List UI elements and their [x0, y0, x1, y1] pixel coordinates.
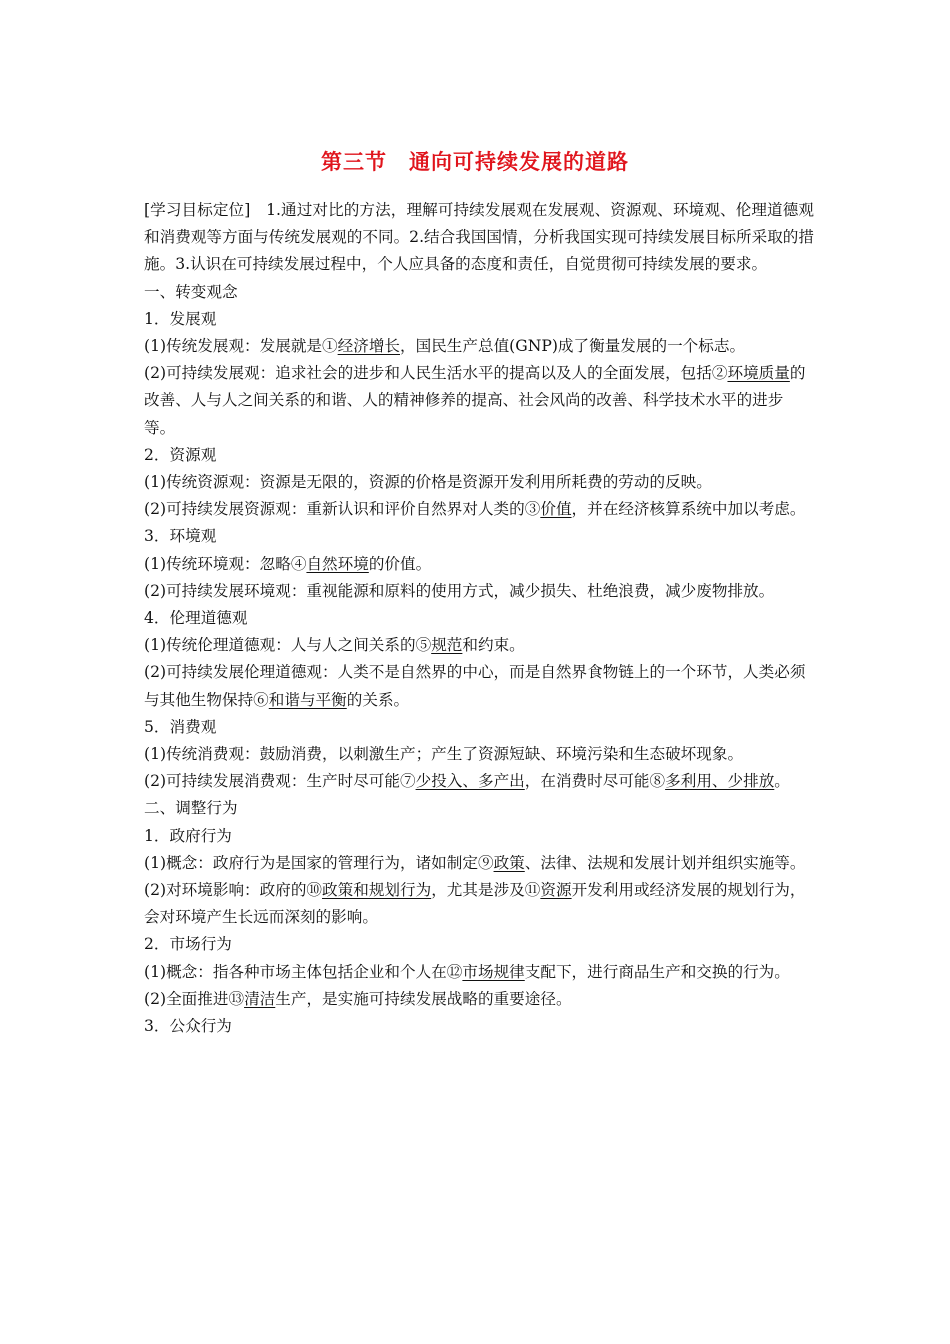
text-segment: ，国民生产总值(GNP)成了衡量发展的一个标志。: [400, 337, 746, 356]
text-line: [144, 768, 814, 795]
text-segment: (1)传统资源观：资源是无限的，资源的价格是资源开发利用所耗费的劳动的反映。: [144, 473, 712, 492]
text-line: [144, 605, 814, 632]
text-line: [144, 795, 814, 822]
text-segment: (1)传统伦理道德观：人与人之间关系的⑤: [144, 636, 432, 655]
answer-blank: 清洁: [244, 989, 276, 1008]
text-segment: 生产，是实施可持续发展战略的重要途径。: [275, 989, 572, 1008]
text-line: [144, 1013, 814, 1040]
text-segment: (2)对环境影响：政府的⑩: [144, 881, 323, 900]
text-segment: 5．消费观: [144, 717, 217, 736]
text-segment: 二、调整行为: [144, 799, 238, 818]
text-line: [144, 551, 814, 578]
text-segment: 的价值。: [368, 554, 432, 573]
answer-blank: 政策: [493, 853, 525, 872]
text-line: [144, 931, 814, 958]
text-line: [144, 741, 814, 768]
text-segment: (1)概念：政府行为是国家的管理行为，诸如制定⑨: [144, 853, 494, 872]
answer-blank: 市场规律: [462, 962, 525, 981]
page-title: 第三节 通向可持续发展的道路: [321, 150, 629, 174]
answer-blank: 多利用、少排放: [665, 772, 775, 791]
text-line: [144, 823, 814, 850]
text-segment: 2．市场行为: [144, 935, 232, 954]
answer-blank: 环境质量: [727, 364, 790, 383]
text-segment: 4．伦理道德观: [144, 609, 248, 628]
text-segment: (2)可持续发展观：追求社会的进步和人民生活水平的提高以及人的全面发展，包括②: [144, 364, 728, 383]
text-segment: (2)可持续发展资源观：重新认识和评价自然界对人类的③: [144, 500, 541, 519]
text-segment: 的改善、人与人之间关系的和谐、人的精神修养的提高、社会风尚的改善、科学技术水平的进步等。: [144, 364, 806, 437]
text-line: [144, 714, 814, 741]
text-line: [144, 959, 814, 986]
text-segment: 3．环境观: [144, 527, 217, 546]
text-segment: ，并在经济核算系统中加以考虑。: [571, 500, 806, 519]
text-line: [144, 523, 814, 550]
text-segment: (1)概念：指各种市场主体包括企业和个人在⑫: [144, 962, 463, 981]
text-line: [144, 578, 814, 605]
text-line: [144, 360, 814, 442]
answer-blank: 和谐与平衡: [268, 690, 347, 709]
answer-blank: 资源: [540, 881, 572, 900]
text-segment: (2)全面推进⑬: [144, 989, 245, 1008]
text-line: [144, 496, 814, 523]
text-line: [144, 877, 814, 931]
text-segment: 一、转变观念: [144, 282, 238, 301]
answer-blank: 经济增长: [337, 337, 401, 356]
answer-blank: 少投入、多产出: [415, 772, 525, 791]
text-line: [144, 279, 814, 306]
answer-blank: 政策和规划行为: [322, 881, 432, 900]
text-segment: 2．资源观: [144, 445, 217, 464]
text-segment: (1)传统发展观：发展就是①: [144, 337, 338, 356]
document-body: [144, 197, 814, 1040]
text-line: [144, 850, 814, 877]
text-segment: 的关系。: [346, 690, 410, 709]
text-segment: ，在消费时尽可能⑧: [524, 772, 666, 791]
text-segment: 1．发展观: [144, 309, 217, 328]
text-segment: 1．政府行为: [144, 826, 232, 845]
answer-blank: 自然环境: [306, 554, 369, 573]
text-line: [144, 469, 814, 496]
learning-objectives-label: [学习目标定位]: [144, 201, 251, 219]
text-segment: (1)传统消费观：鼓励消费，以刺激生产；产生了资源短缺、环境污染和生态破坏现象。: [144, 745, 744, 764]
text-segment: ，尤其是涉及⑪: [431, 881, 541, 900]
text-segment: (2)可持续发展环境观：重视能源和原料的使用方式，减少损失、杜绝浪费，减少废物排放。: [144, 581, 775, 600]
text-line: [144, 659, 814, 713]
text-line: [144, 442, 814, 469]
text-line: [144, 986, 814, 1013]
text-segment: (1)传统环境观：忽略④: [144, 554, 307, 573]
text-line: [144, 632, 814, 659]
answer-blank: 价值: [540, 500, 572, 519]
text-segment: (2)可持续发展消费观：生产时尽可能⑦: [144, 772, 416, 791]
answer-blank: 规范: [431, 636, 463, 655]
text-line: [144, 333, 814, 360]
text-segment: 开发利用或经济发展的规划行为，会对环境产生长远而深刻的影响。: [144, 881, 806, 927]
learning-objectives: [144, 197, 814, 279]
text-segment: 和约束。: [462, 636, 525, 655]
text-segment: 3．公众行为: [144, 1017, 232, 1036]
text-line: [144, 306, 814, 333]
text-segment: (2)可持续发展伦理道德观：人类不是自然界的中心，而是自然界食物链上的一个环节，人类必须与其他生物保持⑥: [144, 663, 806, 709]
body-text: [144, 279, 814, 1041]
text-segment: 、法律、法规和发展计划并组织实施等。: [524, 853, 806, 872]
learning-objectives-text: 1.通过对比的方法，理解可持续发展观在发展观、资源观、环境观、伦理道德观和消费观等方面与传统发展观的不同。2.结合我国国情，分析我国实现可持续发展目标所采取的措施。3.认识在可持续发展过程中，个人应具备的态度和责任，自觉贯彻可持续发展的要求。: [144, 201, 814, 274]
text-segment: 。: [774, 772, 790, 791]
text-segment: 支配下，进行商品生产和交换的行为。: [524, 962, 790, 981]
